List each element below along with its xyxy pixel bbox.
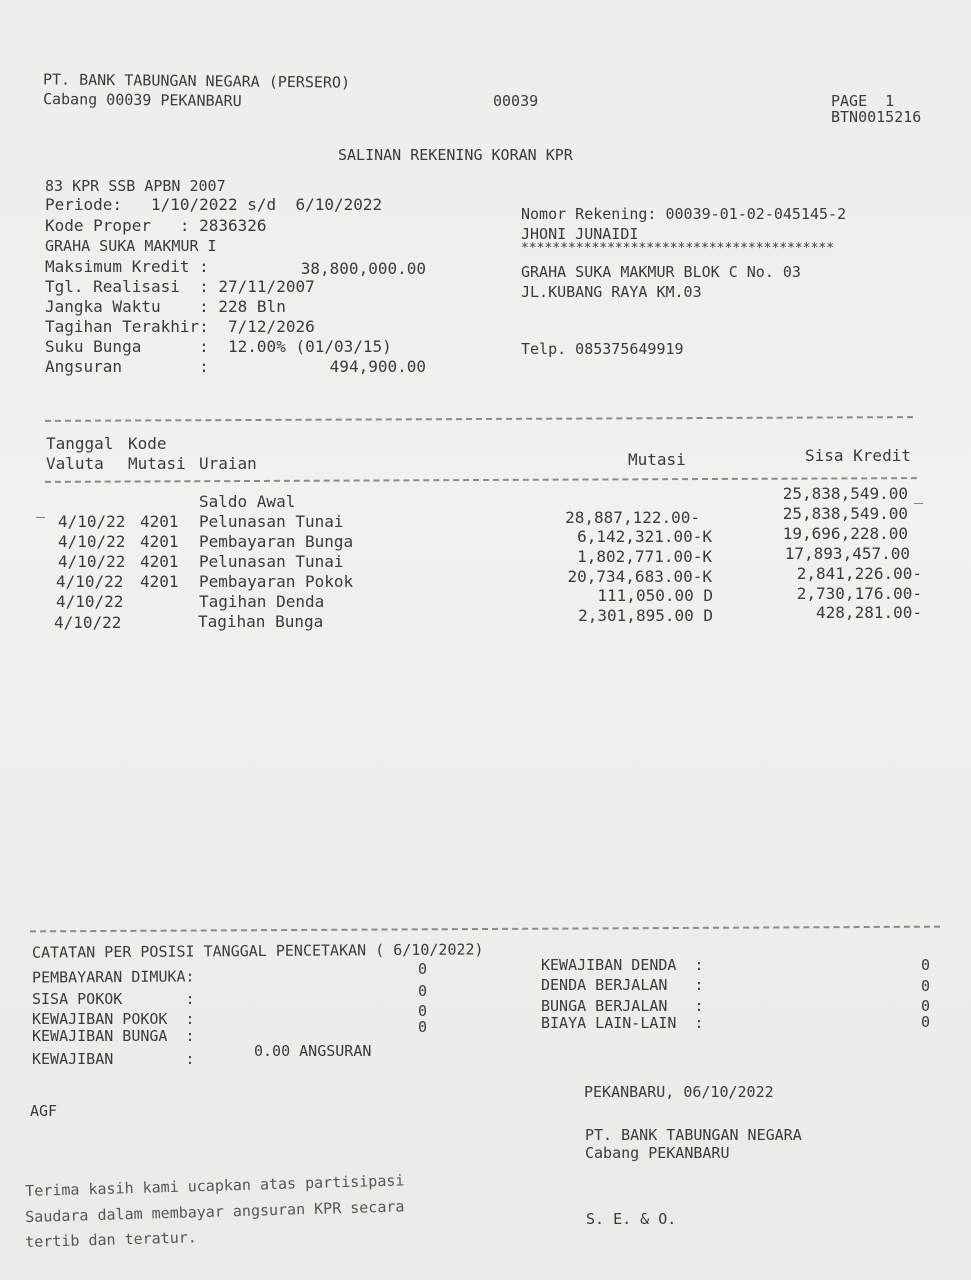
- kewajiban-value: 0.00 ANGSURAN: [254, 1042, 372, 1060]
- row-sisa: 17,893,457.00: [784, 544, 910, 563]
- document-title: SALINAN REKENING KORAN KPR: [338, 146, 573, 164]
- row-kode: 4201: [140, 532, 179, 551]
- row-tanggal: 4/10/22: [54, 613, 122, 632]
- row-mutasi: 20,734,683.00-K: [567, 567, 712, 586]
- separator-header: [45, 477, 917, 483]
- col-tanggal: Tanggal: [46, 434, 114, 453]
- kewajiban-pokok-label: KEWAJIBAN POKOK :: [32, 1010, 195, 1028]
- row-sisa: 25,838,549.00: [782, 504, 908, 523]
- col-kode: Kode: [128, 434, 167, 453]
- col-uraian: Uraian: [199, 454, 257, 473]
- row-sisa: 19,696,228.00: [782, 524, 908, 543]
- branch-name: Cabang 00039 PEKANBARU: [42, 89, 242, 111]
- kewajiban-label: KEWAJIBAN :: [32, 1050, 195, 1068]
- sisa-pokok-value: 0: [418, 982, 428, 1000]
- page-number: PAGE 1: [831, 92, 895, 110]
- margin-mark-right: _: [914, 486, 924, 504]
- branch-code: 00039: [493, 92, 539, 110]
- kewajiban-denda-label: KEWAJIBAN DENDA :: [541, 956, 704, 974]
- col-mutasi: Mutasi: [628, 450, 686, 469]
- row-uraian: Pembayaran Bunga: [199, 532, 354, 551]
- angsuran-value: 494,900.00: [329, 357, 426, 376]
- thanks-line-3: tertib dan teratur.: [25, 1228, 198, 1251]
- seo-mark: S. E. & O.: [586, 1210, 677, 1228]
- catatan-heading: CATATAN PER POSISI TANGGAL PENCETAKAN ( 6/10/2022): [31, 940, 484, 962]
- row-tanggal: 4/10/22: [58, 532, 126, 551]
- denda-berjalan-value: 0: [921, 977, 931, 995]
- kewajiban-bunga-value: 0: [418, 1018, 428, 1036]
- telephone: Telp. 085375649919: [521, 340, 684, 358]
- jangka-waktu: Jangka Waktu : 228 Bln: [45, 297, 286, 316]
- row-uraian: Saldo Awal: [199, 492, 296, 511]
- bunga-berjalan-label: BUNGA BERJALAN :: [541, 997, 704, 1015]
- row-mutasi: 2,301,895.00 D: [578, 606, 713, 625]
- row-mutasi: 28,887,122.00-: [565, 508, 700, 527]
- product-name: 83 KPR SSB APBN 2007: [45, 177, 226, 195]
- biaya-lain-value: 0: [921, 1013, 931, 1031]
- maks-kredit-value: 38,800,000.00: [300, 259, 426, 278]
- pembayaran-dimuka-value: 0: [418, 960, 428, 978]
- row-uraian: Pelunasan Tunai: [199, 512, 344, 531]
- pembayaran-dimuka-label: PEMBAYARAN DIMUKA:: [31, 967, 195, 987]
- place-date: PEKANBARU, 06/10/2022: [584, 1083, 774, 1101]
- bunga-berjalan-value: 0: [921, 997, 931, 1015]
- tagihan-terakhir: Tagihan Terakhir: 7/12/2026: [45, 317, 315, 336]
- project-name: GRAHA SUKA MAKMUR I: [45, 237, 217, 255]
- biaya-lain-label: BIAYA LAIN-LAIN :: [541, 1014, 704, 1032]
- row-uraian: Pelunasan Tunai: [199, 552, 344, 571]
- kewajiban-pokok-value: 0: [418, 1002, 428, 1020]
- address-line-2: JL.KUBANG RAYA KM.03: [521, 283, 702, 301]
- thanks-line-2: Saudara dalam membayar angsuran KPR secara: [25, 1197, 405, 1226]
- masked-line: ****************************************: [521, 241, 835, 256]
- thanks-line-1: Terima kasih kami ucapkan atas partisipasi: [25, 1171, 405, 1200]
- row-kode: 4201: [140, 552, 179, 571]
- row-sisa: 2,730,176.00-: [796, 584, 922, 603]
- bank-name: PT. BANK TABUNGAN NEGARA (PERSERO): [42, 70, 351, 92]
- sisa-pokok-label: SISA POKOK :: [32, 990, 195, 1008]
- customer-name: JHONI JUNAIDI: [521, 225, 639, 243]
- col-valuta: Valuta: [46, 454, 104, 473]
- separator-bottom: [30, 926, 940, 933]
- agf-code: AGF: [30, 1102, 58, 1120]
- row-uraian: Pembayaran Pokok: [199, 572, 354, 591]
- tgl-realisasi: Tgl. Realisasi : 27/11/2007: [45, 277, 315, 296]
- kewajiban-bunga-label: KEWAJIBAN BUNGA :: [32, 1027, 195, 1045]
- address-line-1: GRAHA SUKA MAKMUR BLOK C No. 03: [521, 263, 801, 281]
- footer-branch: Cabang PEKANBARU: [585, 1144, 730, 1162]
- row-tanggal: 4/10/22: [58, 552, 126, 571]
- footer-bank-name: PT. BANK TABUNGAN NEGARA: [585, 1126, 802, 1144]
- period: Periode: 1/10/2022 s/d 6/10/2022: [45, 195, 383, 214]
- kewajiban-denda-value: 0: [921, 956, 931, 974]
- row-sisa: 428,281.00-: [816, 603, 922, 622]
- row-kode: 4201: [140, 512, 179, 531]
- row-tanggal: 4/10/22: [56, 572, 124, 591]
- nomor-rekening: Nomor Rekening: 00039-01-02-045145-2: [521, 205, 847, 223]
- row-mutasi: 111,050.00 D: [597, 586, 713, 605]
- row-tanggal: 4/10/22: [58, 512, 126, 531]
- row-mutasi: 1,802,771.00-K: [577, 547, 712, 566]
- margin-mark-left: _: [36, 500, 46, 518]
- kode-proper: Kode Proper : 2836326: [45, 216, 267, 235]
- row-mutasi: 6,142,321.00-K: [577, 527, 712, 546]
- separator-top: [45, 416, 913, 422]
- row-kode: 4201: [140, 572, 179, 591]
- row-sisa: 25,838,549.00: [782, 484, 908, 503]
- col-sisa-kredit: Sisa Kredit: [805, 446, 911, 465]
- denda-berjalan-label: DENDA BERJALAN :: [541, 976, 704, 994]
- row-uraian: Tagihan Denda: [199, 592, 325, 611]
- row-tanggal: 4/10/22: [56, 592, 124, 611]
- maks-kredit-label: Maksimum Kredit :: [45, 257, 209, 276]
- angsuran-label: Angsuran :: [45, 357, 209, 376]
- suku-bunga: Suku Bunga : 12.00% (01/03/15): [45, 337, 392, 356]
- row-sisa: 2,841,226.00-: [796, 564, 922, 583]
- form-code: BTN0015216: [831, 108, 922, 126]
- row-uraian: Tagihan Bunga: [198, 612, 324, 631]
- col-mutasi-code: Mutasi: [128, 454, 186, 473]
